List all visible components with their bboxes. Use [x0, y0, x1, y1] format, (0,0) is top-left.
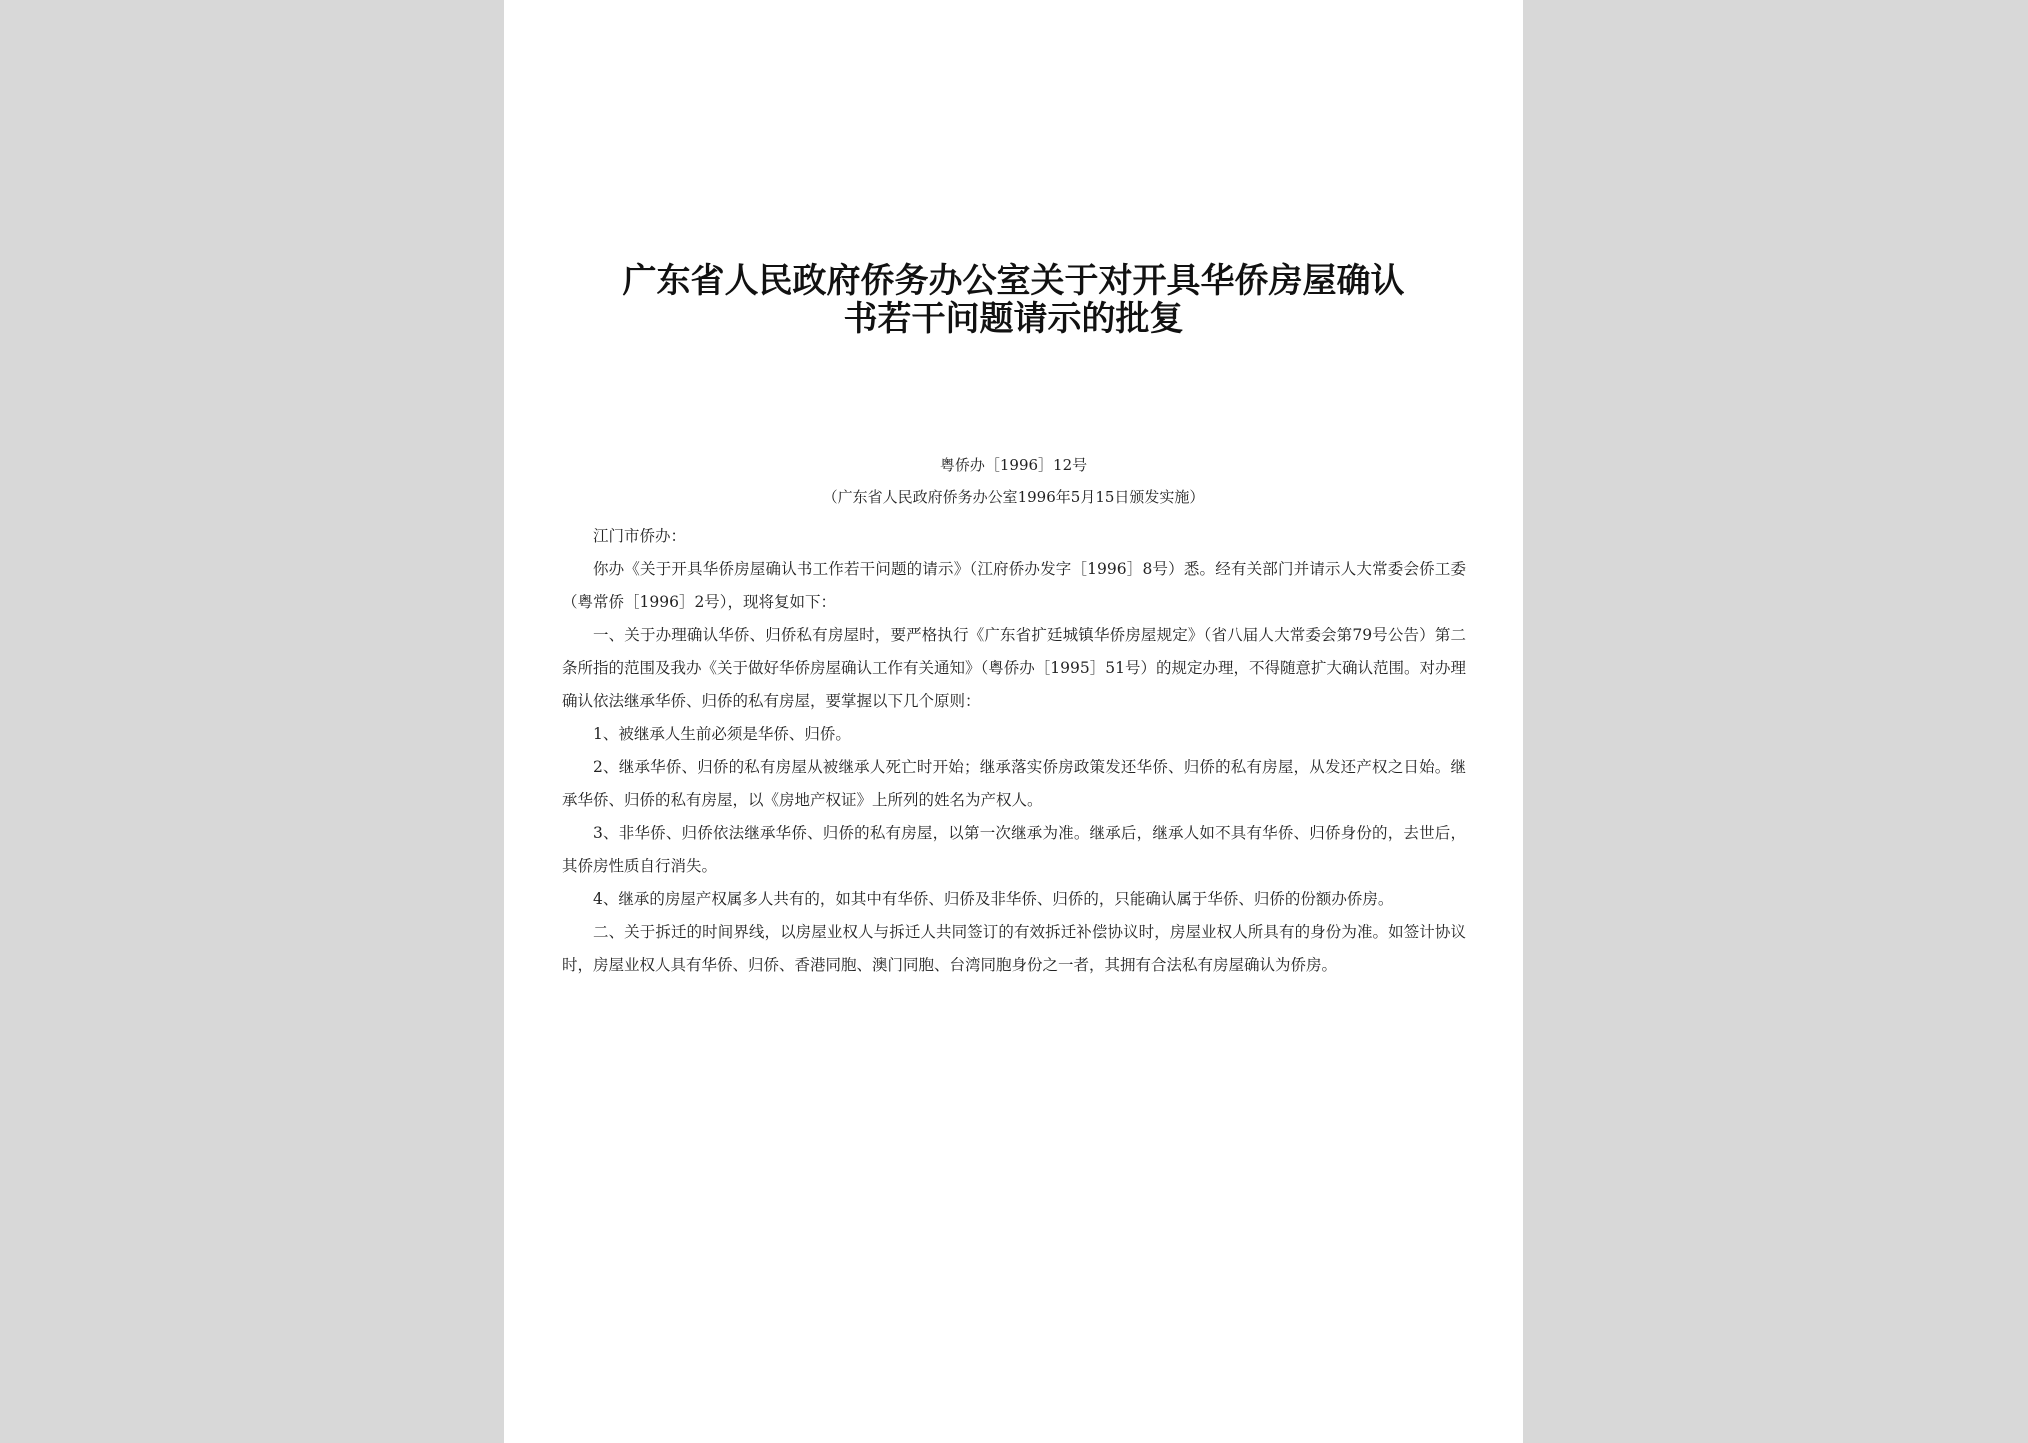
title-line-1: 广东省人民政府侨务办公室关于对开具华侨房屋确认 [622, 261, 1405, 301]
title-line-2: 书若干问题请示的批复 [843, 299, 1184, 339]
body-paragraph: 3、非华侨、归侨依法继承华侨、归侨的私有房屋，以第一次继承为准。继承后，继承人如不具有华侨、归侨身份的，去世后，其侨房性质自行消失。 [562, 824, 1466, 875]
body-paragraph: 1、被继承人生前必须是华侨、归侨。 [593, 725, 851, 743]
document-title [504, 262, 1523, 338]
issue-date-line: （广东省人民政府侨务办公室1996年5月15日颁发实施） [822, 488, 1205, 506]
body-paragraph: 4、继承的房屋产权属多人共有的，如其中有华侨、归侨及非华侨、归侨的，只能确认属于华侨、归侨的份额办侨房。 [593, 890, 1394, 908]
body-paragraph: 二、关于拆迁的时间界线，以房屋业权人与拆迁人共同签订的有效拆迁补偿协议时，房屋业权人所具有的身份为准。如签计协议时，房屋业权人具有华侨、归侨、香港同胞、澳门同胞、台湾同胞身份之一者，其拥有合法私有房屋确认为侨房。 [562, 923, 1466, 974]
body-paragraph: 你办《关于开具华侨房屋确认书工作若干问题的请示》（江府侨办发字［1996］8号）悉。经有关部门并请示人大常委会侨工委（粤常侨［1996］2号），现将复如下： [562, 560, 1466, 611]
addressee: 江门市侨办： [593, 527, 687, 545]
document-page [504, 0, 1523, 1443]
body-paragraph: 2、继承华侨、归侨的私有房屋从被继承人死亡时开始；继承落实侨房政策发还华侨、归侨的私有房屋，从发还产权之日始。继承华侨、归侨的私有房屋，以《房地产权证》上所列的姓名为产权人。 [562, 758, 1466, 809]
document-number: 粤侨办［1996］12号 [939, 456, 1088, 474]
body-paragraph: 一、关于办理确认华侨、归侨私有房屋时，要严格执行《广东省扩廷城镇华侨房屋规定》（省八届人大常委会第79号公告）第二条所指的范围及我办《关于做好华侨房屋确认工作有关通知》（粤侨办［1995］51号）的规定办理，不得随意扩大确认范围。对办理确认依法继承华侨、归侨的私有房屋，要掌握以下几个原则： [562, 626, 1466, 710]
document-body [562, 520, 1466, 982]
